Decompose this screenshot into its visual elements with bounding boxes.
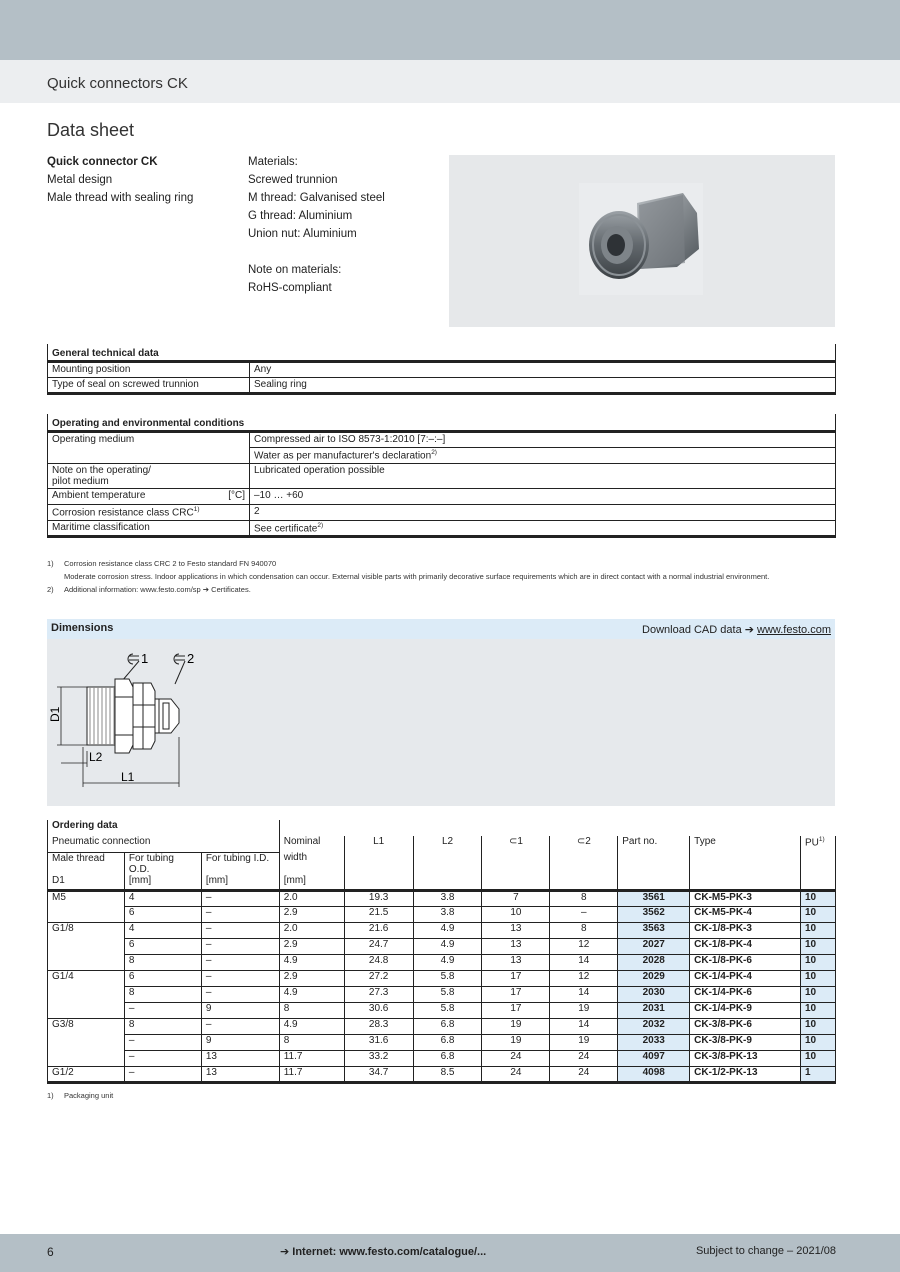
mm-unit: [mm]: [124, 875, 201, 891]
spec-value: Lubricated operation possible: [250, 464, 836, 489]
tubing-id-cell: –: [201, 971, 279, 987]
wrench-size-1-label: 1: [141, 651, 149, 666]
thread-cell: [48, 1051, 125, 1067]
l1-cell: 24.8: [344, 955, 413, 971]
l2-cell: 6.8: [413, 1019, 482, 1035]
nominal-header: Nominal: [279, 836, 344, 852]
tubing-od-cell: –: [124, 1067, 201, 1083]
wrench2-cell: 14: [550, 1019, 618, 1035]
pu-header: PU$^{1)}$: [800, 836, 835, 891]
spec-label: Note on the operating/ pilot medium: [48, 464, 250, 489]
wrench2-cell: 14: [550, 955, 618, 971]
thread-cell: G1/4: [48, 971, 125, 987]
l2-cell: 4.9: [413, 939, 482, 955]
type-cell: CK-1/4-PK-9: [690, 1003, 801, 1019]
tubing-od-cell: 8: [124, 987, 201, 1003]
nominal-width-cell: 8: [279, 1003, 344, 1019]
top-bar: [0, 0, 900, 60]
pu-cell: 10: [800, 1035, 835, 1051]
nominal-width-cell: 11.7: [279, 1051, 344, 1067]
pu-cell: 10: [800, 907, 835, 923]
l2-cell: 8.5: [413, 1067, 482, 1083]
dimension-drawing: [47, 639, 835, 806]
wrench1-cell: 10: [482, 907, 550, 923]
nominal-width-cell: 2.0: [279, 923, 344, 939]
tubing-od-cell: 4: [124, 891, 201, 907]
type-cell: CK-3/8-PK-13: [690, 1051, 801, 1067]
nominal-width-cell: 11.7: [279, 1067, 344, 1083]
ordering-footnote: 1) Packaging unit: [47, 1091, 114, 1100]
connector-drawing: [47, 639, 247, 806]
part-number-cell: 2032: [618, 1019, 690, 1035]
l2-label: L2: [89, 750, 103, 764]
l1-cell: 21.6: [344, 923, 413, 939]
table-row: [48, 891, 836, 907]
part-no-header: Part no.: [618, 836, 690, 891]
section-title: Quick connectors CK: [47, 75, 188, 92]
part-number-cell: 2029: [618, 971, 690, 987]
pneumatic-header: Pneumatic connection: [48, 836, 280, 852]
intro-description: [47, 153, 193, 207]
part-number-cell: 3563: [618, 923, 690, 939]
wrench2-cell: –: [550, 907, 618, 923]
tubing-od-header: For tubing O.D.: [124, 852, 201, 875]
spec-value: 2: [250, 505, 836, 521]
pu-cell: 10: [800, 971, 835, 987]
table-row: [48, 1019, 836, 1035]
l1-cell: 24.7: [344, 939, 413, 955]
type-cell: CK-1/8-PK-3: [690, 923, 801, 939]
l2-header: L2: [413, 836, 482, 891]
type-cell: CK-M5-PK-3: [690, 891, 801, 907]
nominal-width-cell: 2.9: [279, 907, 344, 923]
wrench2-cell: 14: [550, 987, 618, 1003]
table-row: [48, 939, 836, 955]
spec-label: Operating medium: [48, 432, 250, 464]
spec-label: Mounting position: [48, 362, 250, 378]
page-footer: [0, 1234, 900, 1272]
material-item: Screwed trunnion: [248, 174, 338, 186]
material-item: Union nut: Aluminium: [248, 228, 357, 240]
thread-cell: G3/8: [48, 1019, 125, 1035]
tubing-id-cell: –: [201, 939, 279, 955]
pu-cell: 10: [800, 1019, 835, 1035]
section-title-bar: [0, 60, 900, 103]
table-row: [48, 987, 836, 1003]
tubing-id-cell: 13: [201, 1051, 279, 1067]
d1-label: D1: [48, 706, 62, 722]
wrench1-cell: 19: [482, 1035, 550, 1051]
part-number-cell: 4097: [618, 1051, 690, 1067]
type-cell: CK-1/8-PK-6: [690, 955, 801, 971]
wrench1-cell: 17: [482, 1003, 550, 1019]
wrench1-cell: 24: [482, 1051, 550, 1067]
tubing-od-cell: 8: [124, 1019, 201, 1035]
footnotes: 1) Corrosion resistance class CRC 2 to Festo standard FN 940070 Moderate corrosion stress. Indoor applications in which condensation can occur. External visible parts with primarily decorative surface requirements which are in direct contact with a normal industrial environment. 2) Additional information: www.festo.com/sp ➔ Certificates.: [47, 559, 770, 594]
tubing-id-header: For tubing I.D.: [201, 852, 279, 875]
l2-cell: 4.9: [413, 955, 482, 971]
table-row: [48, 971, 836, 987]
part-number-cell: 2028: [618, 955, 690, 971]
thread-cell: [48, 1003, 125, 1019]
d1-header: D1: [48, 875, 125, 891]
tubing-od-cell: –: [124, 1051, 201, 1067]
wrench1-cell: 19: [482, 1019, 550, 1035]
wrench2-header: ⊂2: [550, 836, 618, 891]
nominal-width-cell: 4.9: [279, 1019, 344, 1035]
spec-label: Type of seal on screwed trunnion: [48, 378, 250, 394]
tubing-id-cell: –: [201, 987, 279, 1003]
ordering-rows: [48, 891, 836, 1083]
material-item: M thread: Galvanised steel: [248, 192, 385, 204]
l1-cell: 31.6: [344, 1035, 413, 1051]
l2-cell: 3.8: [413, 907, 482, 923]
l1-cell: 28.3: [344, 1019, 413, 1035]
pu-cell: 10: [800, 1003, 835, 1019]
table-row: [48, 1051, 836, 1067]
operating-conditions-table: [47, 414, 836, 538]
tubing-id-cell: –: [201, 907, 279, 923]
tubing-id-cell: 9: [201, 1035, 279, 1051]
note-materials-value: RoHS-compliant: [248, 282, 332, 294]
spec-label: Ambient temperature [°C]: [48, 489, 250, 505]
pu-cell: 10: [800, 891, 835, 907]
l1-cell: 19.3: [344, 891, 413, 907]
thread-cell: G1/8: [48, 923, 125, 939]
l1-cell: 27.2: [344, 971, 413, 987]
pu-cell: 10: [800, 939, 835, 955]
part-number-cell: 2033: [618, 1035, 690, 1051]
spec-value: –10 … +60: [250, 489, 836, 505]
spec-label: Maritime classification: [48, 521, 250, 537]
tubing-od-cell: –: [124, 1003, 201, 1019]
spec-value: See certificate$^{2)}$: [250, 521, 836, 537]
nominal-width-cell: 8: [279, 1035, 344, 1051]
mm-unit: [mm]: [279, 875, 344, 891]
part-number-cell: 4098: [618, 1067, 690, 1083]
type-cell: CK-1/4-PK-6: [690, 987, 801, 1003]
type-cell: CK-3/8-PK-6: [690, 1019, 801, 1035]
l2-cell: 5.8: [413, 1003, 482, 1019]
part-number-cell: 3562: [618, 907, 690, 923]
tubing-id-cell: 13: [201, 1067, 279, 1083]
dimensions-header: [47, 619, 835, 639]
connector-image: [579, 183, 703, 295]
type-cell: CK-1/4-PK-4: [690, 971, 801, 987]
nominal-width-cell: 4.9: [279, 955, 344, 971]
pu-cell: 10: [800, 923, 835, 939]
wrench1-cell: 13: [482, 955, 550, 971]
pu-cell: 10: [800, 1051, 835, 1067]
footnote-text: Moderate corrosion stress. Indoor applications in which condensation can occur. External visible parts with primarily decorative surface requirements which are in direct contact with a normal industrial environment.: [64, 572, 770, 581]
thread-cell: [48, 1035, 125, 1051]
thread-cell: M5: [48, 891, 125, 907]
download-cad-link[interactable]: Download CAD data ➔ www.festo.com: [642, 624, 831, 636]
nominal-width-cell: 4.9: [279, 987, 344, 1003]
l2-cell: 4.9: [413, 923, 482, 939]
footnote-text: Corrosion resistance class CRC 2 to Festo standard FN 940070: [64, 559, 277, 568]
product-design: Metal design: [47, 174, 113, 186]
spec-label: Corrosion resistance class CRC$^{1)}$: [48, 505, 250, 521]
page-number: 6: [47, 1245, 54, 1259]
materials-label: Materials:: [248, 156, 298, 168]
material-item: G thread: Aluminium: [248, 210, 353, 222]
l2-cell: 5.8: [413, 971, 482, 987]
dimensions-title: Dimensions: [51, 622, 114, 634]
change-notice: Subject to change – 2021/08: [695, 1245, 836, 1257]
nominal-width-cell: 2.9: [279, 971, 344, 987]
product-name: Quick connector CK: [47, 156, 158, 168]
tubing-od-cell: 6: [124, 907, 201, 923]
note-materials-label: Note on materials:: [248, 264, 342, 276]
tubing-od-cell: 4: [124, 923, 201, 939]
pu-cell: 1: [800, 1067, 835, 1083]
tubing-id-cell: –: [201, 891, 279, 907]
wrench2-cell: 12: [550, 971, 618, 987]
l1-cell: 34.7: [344, 1067, 413, 1083]
nominal-width-cell: 2.0: [279, 891, 344, 907]
table-row: [48, 1003, 836, 1019]
spec-value: Water as per manufacturer's declaration$^{2)}$: [250, 448, 836, 464]
table-row: [48, 923, 836, 939]
tubing-od-cell: 6: [124, 971, 201, 987]
l1-label: L1: [121, 770, 135, 784]
l1-cell: 21.5: [344, 907, 413, 923]
ordering-data-table: [47, 820, 836, 1084]
thread-cell: [48, 907, 125, 923]
tubing-id-cell: –: [201, 923, 279, 939]
thread-cell: [48, 939, 125, 955]
general-technical-title: General technical data: [48, 344, 836, 362]
wrench-size-2-label: 2: [187, 651, 195, 666]
tubing-od-cell: 8: [124, 955, 201, 971]
part-number-cell: 2030: [618, 987, 690, 1003]
width-header: width: [279, 852, 344, 875]
spec-value: Compressed air to ISO 8573-1:2010 [7:–:–]: [250, 432, 836, 448]
table-row: [48, 907, 836, 923]
tubing-id-cell: 9: [201, 1003, 279, 1019]
wrench1-header: ⊂1: [482, 836, 550, 891]
ordering-title: Ordering data: [48, 820, 280, 836]
type-cell: CK-1/8-PK-4: [690, 939, 801, 955]
table-row: [48, 1035, 836, 1051]
l2-cell: 6.8: [413, 1035, 482, 1051]
wrench2-cell: 12: [550, 939, 618, 955]
spec-value: Sealing ring: [250, 378, 836, 394]
general-technical-table: [47, 344, 836, 395]
wrench1-cell: 7: [482, 891, 550, 907]
tubing-id-cell: –: [201, 955, 279, 971]
wrench1-cell: 24: [482, 1067, 550, 1083]
l2-cell: 6.8: [413, 1051, 482, 1067]
wrench1-cell: 17: [482, 987, 550, 1003]
wrench2-cell: 24: [550, 1051, 618, 1067]
nominal-width-cell: 2.9: [279, 939, 344, 955]
wrench2-cell: 19: [550, 1035, 618, 1051]
tubing-id-cell: –: [201, 1019, 279, 1035]
wrench1-cell: 13: [482, 939, 550, 955]
operating-title: Operating and environmental conditions: [48, 414, 836, 432]
tubing-od-cell: –: [124, 1035, 201, 1051]
thread-cell: [48, 955, 125, 971]
product-photo: [449, 155, 835, 327]
l1-cell: 33.2: [344, 1051, 413, 1067]
wrench2-cell: 24: [550, 1067, 618, 1083]
type-header: Type: [690, 836, 801, 891]
sheet-title: Data sheet: [47, 120, 135, 140]
thread-cell: G1/2: [48, 1067, 125, 1083]
table-row: [48, 955, 836, 971]
wrench2-cell: 8: [550, 891, 618, 907]
thread-cell: [48, 987, 125, 1003]
part-number-cell: 2031: [618, 1003, 690, 1019]
wrench1-cell: 13: [482, 923, 550, 939]
pu-cell: 10: [800, 955, 835, 971]
product-thread: Male thread with sealing ring: [47, 192, 194, 204]
wrench2-cell: 8: [550, 923, 618, 939]
catalogue-link[interactable]: ➔ Internet: www.festo.com/catalogue/...: [280, 1246, 487, 1258]
part-number-cell: 2027: [618, 939, 690, 955]
pu-cell: 10: [800, 987, 835, 1003]
l1-cell: 27.3: [344, 987, 413, 1003]
table-row: [48, 1067, 836, 1083]
type-cell: CK-3/8-PK-9: [690, 1035, 801, 1051]
male-thread-header: Male thread: [48, 852, 125, 875]
type-cell: CK-M5-PK-4: [690, 907, 801, 923]
type-cell: CK-1/2-PK-13: [690, 1067, 801, 1083]
spec-value: Any: [250, 362, 836, 378]
footnote-text: Additional information: www.festo.com/sp ➔ Certificates.: [64, 585, 251, 594]
part-number-cell: 3561: [618, 891, 690, 907]
tubing-od-cell: 6: [124, 939, 201, 955]
l2-cell: 5.8: [413, 987, 482, 1003]
wrench1-cell: 17: [482, 971, 550, 987]
l2-cell: 3.8: [413, 891, 482, 907]
l1-cell: 30.6: [344, 1003, 413, 1019]
mm-unit: [mm]: [201, 875, 279, 891]
materials-block: [248, 153, 385, 297]
l1-header: L1: [344, 836, 413, 891]
wrench2-cell: 19: [550, 1003, 618, 1019]
